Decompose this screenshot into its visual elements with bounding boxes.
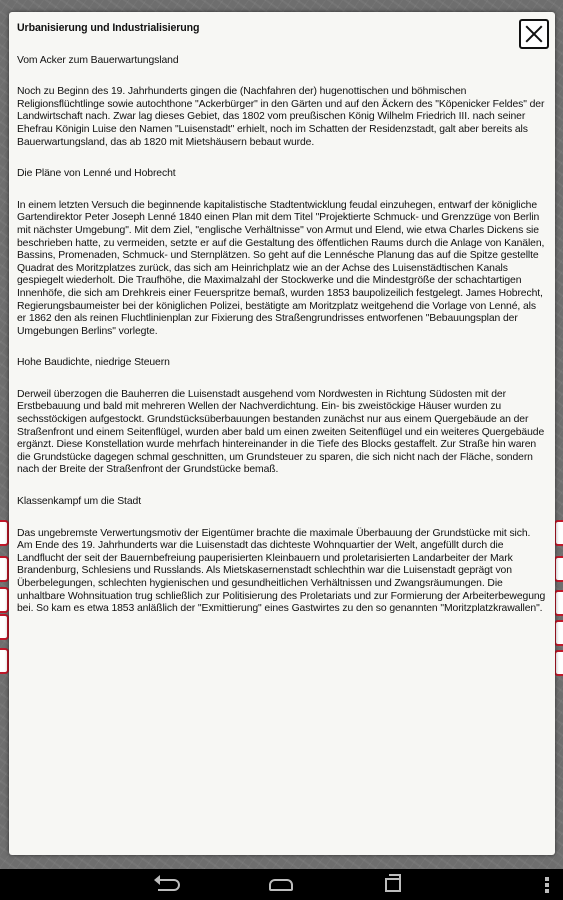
map-marker[interactable] [554,520,563,546]
navigation-bar [0,869,563,900]
map-marker[interactable] [554,650,563,676]
overflow-menu-icon[interactable] [545,877,549,893]
close-icon [525,25,543,43]
recent-apps-icon [385,878,401,892]
section [17,168,547,338]
section-heading: Hohe Baudichte, niedrige Steuern [17,357,170,369]
section [17,55,547,150]
map-marker[interactable] [554,556,563,582]
dialog-content[interactable] [9,12,555,616]
home-icon [269,879,293,891]
section-paragraph: In einem letzten Versuch die beginnende kapitalistische Stadtentwicklung feudal einzuhegen, entwarf der königliche Gartendirektor Peter Joseph Lenné 1840 einen Plan mit dem Titel "Projektierte Schmuck- und Grenzzüge von Berlin mit nächster Umgebung". Mit dem Ziel, "englische Verhältnisse" von Armut und Elend, wie etwa Charles Dickens sie beschrieben hatte, zu vermeiden, setzte er auf die Gestaltung des öffentlichen Raums durch die Anlage von Kanälen, Bassins, Promenaden, Schmuck- und Sternplätzen. So geht auf die Lennésche Planung das auf die Spitze gestellte Quadrat des Moritzplatzes zurück, das sich am Heinrichplatz wie an der Achse des Luisenstädtischen Kanals gespiegelt wiederholt. Die Traufhöhe, die Maximalzahl der Stockwerke und die Mindestgröße der schachtartigen Innenhöfe, die sich am Drehkreis einer Feuerspritze bemaß, wurden 1853 baupolizeilich festgelegt. James Hobrecht, Regierungsbaumeister bei der königlichen Polizei, bestätigte am Moritzplatz weitgehend die Vorlage von Lenné, als er 1862 den als reinen Fluchtlinienplan zur Fixierung des Straßengrundrisses entworfenen "Bebauungsplan der Umgebungen Berlins" vorlegte. [17,199,545,337]
close-button[interactable] [519,19,549,49]
section-paragraph: Noch zu Beginn des 19. Jahrhunderts gingen die (Nachfahren der) hugenottischen und böhmischen Religionsflüchtlinge sowie autochthone "Ackerbürger" in den Gärten und auf den Äckern des "Köpenicker Feldes" der Landwirtschaft nach. Zwar lag dieses Gebiet, das 1802 vom preußischen König Wilhelm Friedrich III. nach seiner Ehefrau Königin Luise den Namen "Luisenstadt" erhielt, noch im Schatten der Residenzstadt, galt aber bereits als Bauerwartungsland, das ab 1820 mit Mietshäusern bebaut wurde. [17,86,545,148]
home-button[interactable] [251,869,311,900]
map-marker[interactable] [0,587,9,613]
back-button[interactable] [139,869,199,900]
back-icon [158,879,180,891]
recent-apps-button[interactable] [363,869,423,900]
info-dialog [9,12,555,855]
section [17,496,547,616]
section [17,357,547,477]
section-heading: Die Pläne von Lenné und Hobrecht [17,168,176,180]
dialog-title: Urbanisierung und Industrialisierung [17,22,200,34]
map-marker[interactable] [554,620,563,646]
section-heading: Vom Acker zum Bauerwartungsland [17,54,179,66]
map-marker[interactable] [554,590,563,616]
map-marker[interactable] [0,648,9,674]
section-paragraph: Derweil überzogen die Bauherren die Luisenstadt ausgehend vom Nordwesten in Richtung Südosten mit der Erstbebauung und bald mit mehreren Wellen der Nachverdichtung. Ein- bis zweistöckige Häuser wurden zu sechsstöckigen aufgestockt. Grundstücksüberbauungen bestanden zunächst nur aus einem Quergebäude an der Straßenfront und einem Seitenflügel, wurden aber bald um einen zweiten Seitenflügel und ein weiteres Quergebäude ergänzt. Diese Konstellation wurde mehrfach hintereinander in die Tiefe des Blocks gestaffelt. Zur Straße hin waren die Grundstücke dagegen schmal geschnitten, um Grundsteuer zu sparen, die sich nicht nach der Fläche, sondern nach der Breite der Straßenfront der Grundstücke bemaß. [17,388,545,476]
map-marker[interactable] [0,556,9,582]
map-marker[interactable] [0,614,9,640]
section-paragraph: Das ungebremste Verwertungsmotiv der Eigentümer brachte die maximale Überbauung der Grundstücke mit sich. Am Ende des 19. Jahrhunderts war die Luisenstadt das dichteste Wohnquartier der Welt, angefüllt durch die Landflucht der seit der Bauernbefreiung pauperisierten Kleinbauern und proletarisierten Landarbeiter der Mark Brandenburg, Schlesiens und Russlands. Als Mietskasernenstadt schlechthin war die Luisenstadt geprägt von Überbelegungen, schlechten hygienischen und gesundheitlichen Verhältnissen und Zwangsräumungen. Die unhaltbare Wohnsituation trug schließlich zur Politisierung des Proletariats und zur Formierung der Arbeiterbewegung bei. So kam es etwa 1853 anläßlich der "Exmittierung" eines Gastwirtes zu den so genannten "Moritzplatzkrawallen". [17,527,546,615]
map-marker[interactable] [0,520,9,546]
section-heading: Klassenkampf um die Stadt [17,496,141,508]
